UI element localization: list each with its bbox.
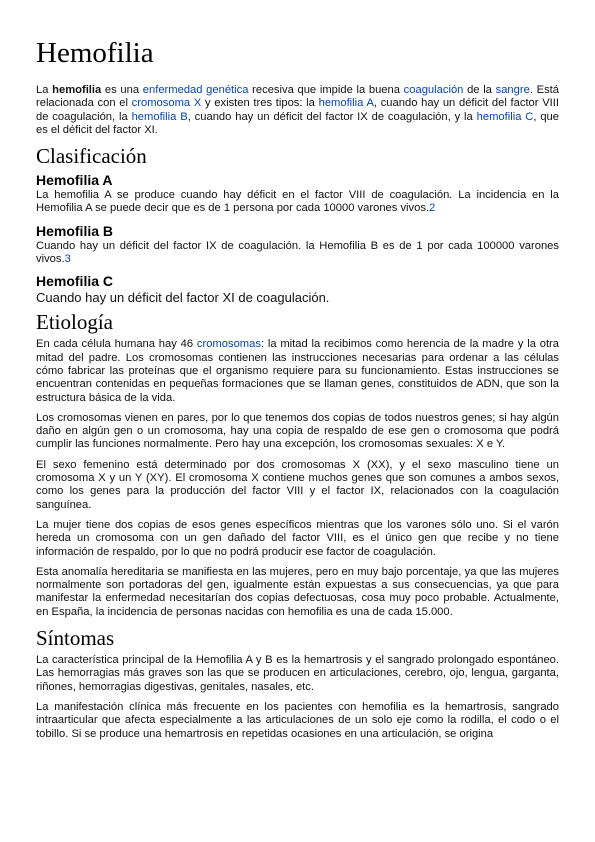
link-coagulacion[interactable]: coagulación [403, 84, 464, 96]
link-hemofilia-b[interactable]: hemofilia B [131, 110, 188, 123]
intro-text-7: , cuando hay un déficit del factor VIII de coagulación, la [36, 97, 559, 123]
intro-text-3: recesiva que impide la buena [248, 84, 404, 96]
hemofilia-b-paragraph [36, 240, 559, 267]
sintomas-paragraph-2: La manifestación clínica más frecuente en los pacientes con hemofilia es la hemartrosis, sangrado intraarticular que afecta especialmente a las articulaciones de un solo eje como la rodilla, el codo o el tobillo. Si se produce una hemartrosis en repetidas ocasiones en una articulación, se origina [36, 700, 559, 740]
link-enfermedad-genetica[interactable]: enfermedad genética [142, 84, 249, 96]
etiologia-p1-text-b: : la mitad la recibimos como herencia de la madre y la otra mitad del padre. Los cromosomas contienen las instrucciones necesarias para ordenar a las células cómo fabricar las proteínas que el organismo requiere para su funcionamiento. Estas instrucciones se encuentran contenidas en pequeñas formaciones que se llaman genes, constituidos de ADN, que son la estructura básica de la vida. [36, 338, 560, 404]
etiologia-paragraph-5: Esta anomalía hereditaria se manifiesta en las mujeres, pero en muy bajo porcentaje, ya que las mujeres normalmente son portadoras del gen, igualmente están expuestas a sus consecuencias, ya que para manifestar la enfermedad necesitarían dos copias defectuosas, cosa muy poco probable. Actualmente, en España, la incidencia de personas nacidas con hemofilia es una de cada 15.000. [36, 565, 559, 618]
intro-text-5: . Está relacionada con el [36, 84, 559, 110]
intro-term-hemofilia: hemofilia [52, 84, 102, 96]
subheading-hemofilia-a: Hemofilia A [36, 172, 113, 189]
sintomas-paragraph-1: La característica principal de la Hemofilia A y B es la hemartrosis y el sangrado prolongado espontáneo. Las hemorragias más graves son las que se producen en articulaciones, cerebro, ojo, lengua, garganta, riñones, hemorragias digestivas, genitales, nasales, etc. [36, 654, 559, 693]
link-hemofilia-c[interactable]: hemofilia C [476, 110, 534, 123]
intro-text-1: La [36, 84, 53, 96]
intro-text-9: , que es el déficit del factor XI. [36, 110, 559, 136]
etiologia-paragraph-2: Los cromosomas vienen en pares, por lo que tenemos dos copias de todos nuestros genes; si hay algún daño en algún gen o un cromosoma, hay una copia de respaldo de ese gen o cromosoma que podrá cumplir las funciones normalmente. Pero hay una excepción, los cromosomas sexuales: X e Y. [36, 411, 559, 451]
intro-text-6: y existen tres tipos: la [201, 97, 319, 110]
etiologia-paragraph-4: La mujer tiene dos copias de esos genes específicos mientras que los varones sólo uno. Si el varón hereda un cromosoma con un gen dañado del factor VIII, es el único gen que recibe y no tiene información de respaldo, por lo que no podrá producir ese factor de coagulación. [36, 518, 559, 558]
hemofilia-a-paragraph [36, 189, 559, 216]
intro-text-8: , cuando hay un déficit del factor IX de coagulación, y la [187, 110, 477, 123]
section-heading-clasificacion: Clasificación [36, 144, 147, 169]
reference-link-3[interactable]: 3 [64, 253, 71, 266]
link-cromosomas[interactable]: cromosomas [196, 338, 261, 351]
hemofilia-c-paragraph: Cuando hay un déficit del factor XI de coagulación. [36, 290, 330, 306]
section-heading-sintomas: Síntomas [36, 626, 115, 651]
link-sangre[interactable]: sangre [495, 84, 530, 96]
section-heading-etiologia: Etiología [36, 310, 113, 335]
subheading-hemofilia-c: Hemofilia C [36, 273, 114, 290]
etiologia-paragraph-1 [36, 338, 559, 404]
intro-text-2: es una [101, 84, 143, 96]
etiologia-p1-text-a: En cada célula humana hay 46 [36, 338, 197, 351]
hemofilia-a-text: La hemofilia A se produce cuando hay déficit en el factor VIII de coagulación. La incidencia en la Hemofilia A se puede decir que es de 1 persona por cada 10000 varones vivos. [36, 189, 559, 215]
link-hemofilia-a[interactable]: hemofilia A [318, 97, 374, 110]
reference-link-2[interactable]: 2 [429, 202, 436, 215]
intro-paragraph [36, 84, 559, 137]
etiologia-paragraph-3: El sexo femenino está determinado por dos cromosomas X (XX), y el sexo masculino tiene un cromosoma X y un Y (XY). El cromosoma X contiene muchos genes que son comunes a ambos sexos, como los genes para la producción del factor VIII y el factor IX, relacionados con la coagulación sanguínea. [36, 458, 559, 511]
intro-text-4: de la [463, 84, 496, 96]
page-title: Hemofilia [36, 37, 154, 69]
hemofilia-b-text: Cuando hay un déficit del factor IX de coagulación. la Hemofilia B es de 1 por cada 100000 varones vivos. [36, 239, 559, 266]
link-cromosoma-x[interactable]: cromosoma X [131, 97, 202, 110]
subheading-hemofilia-b: Hemofilia B [36, 222, 114, 239]
